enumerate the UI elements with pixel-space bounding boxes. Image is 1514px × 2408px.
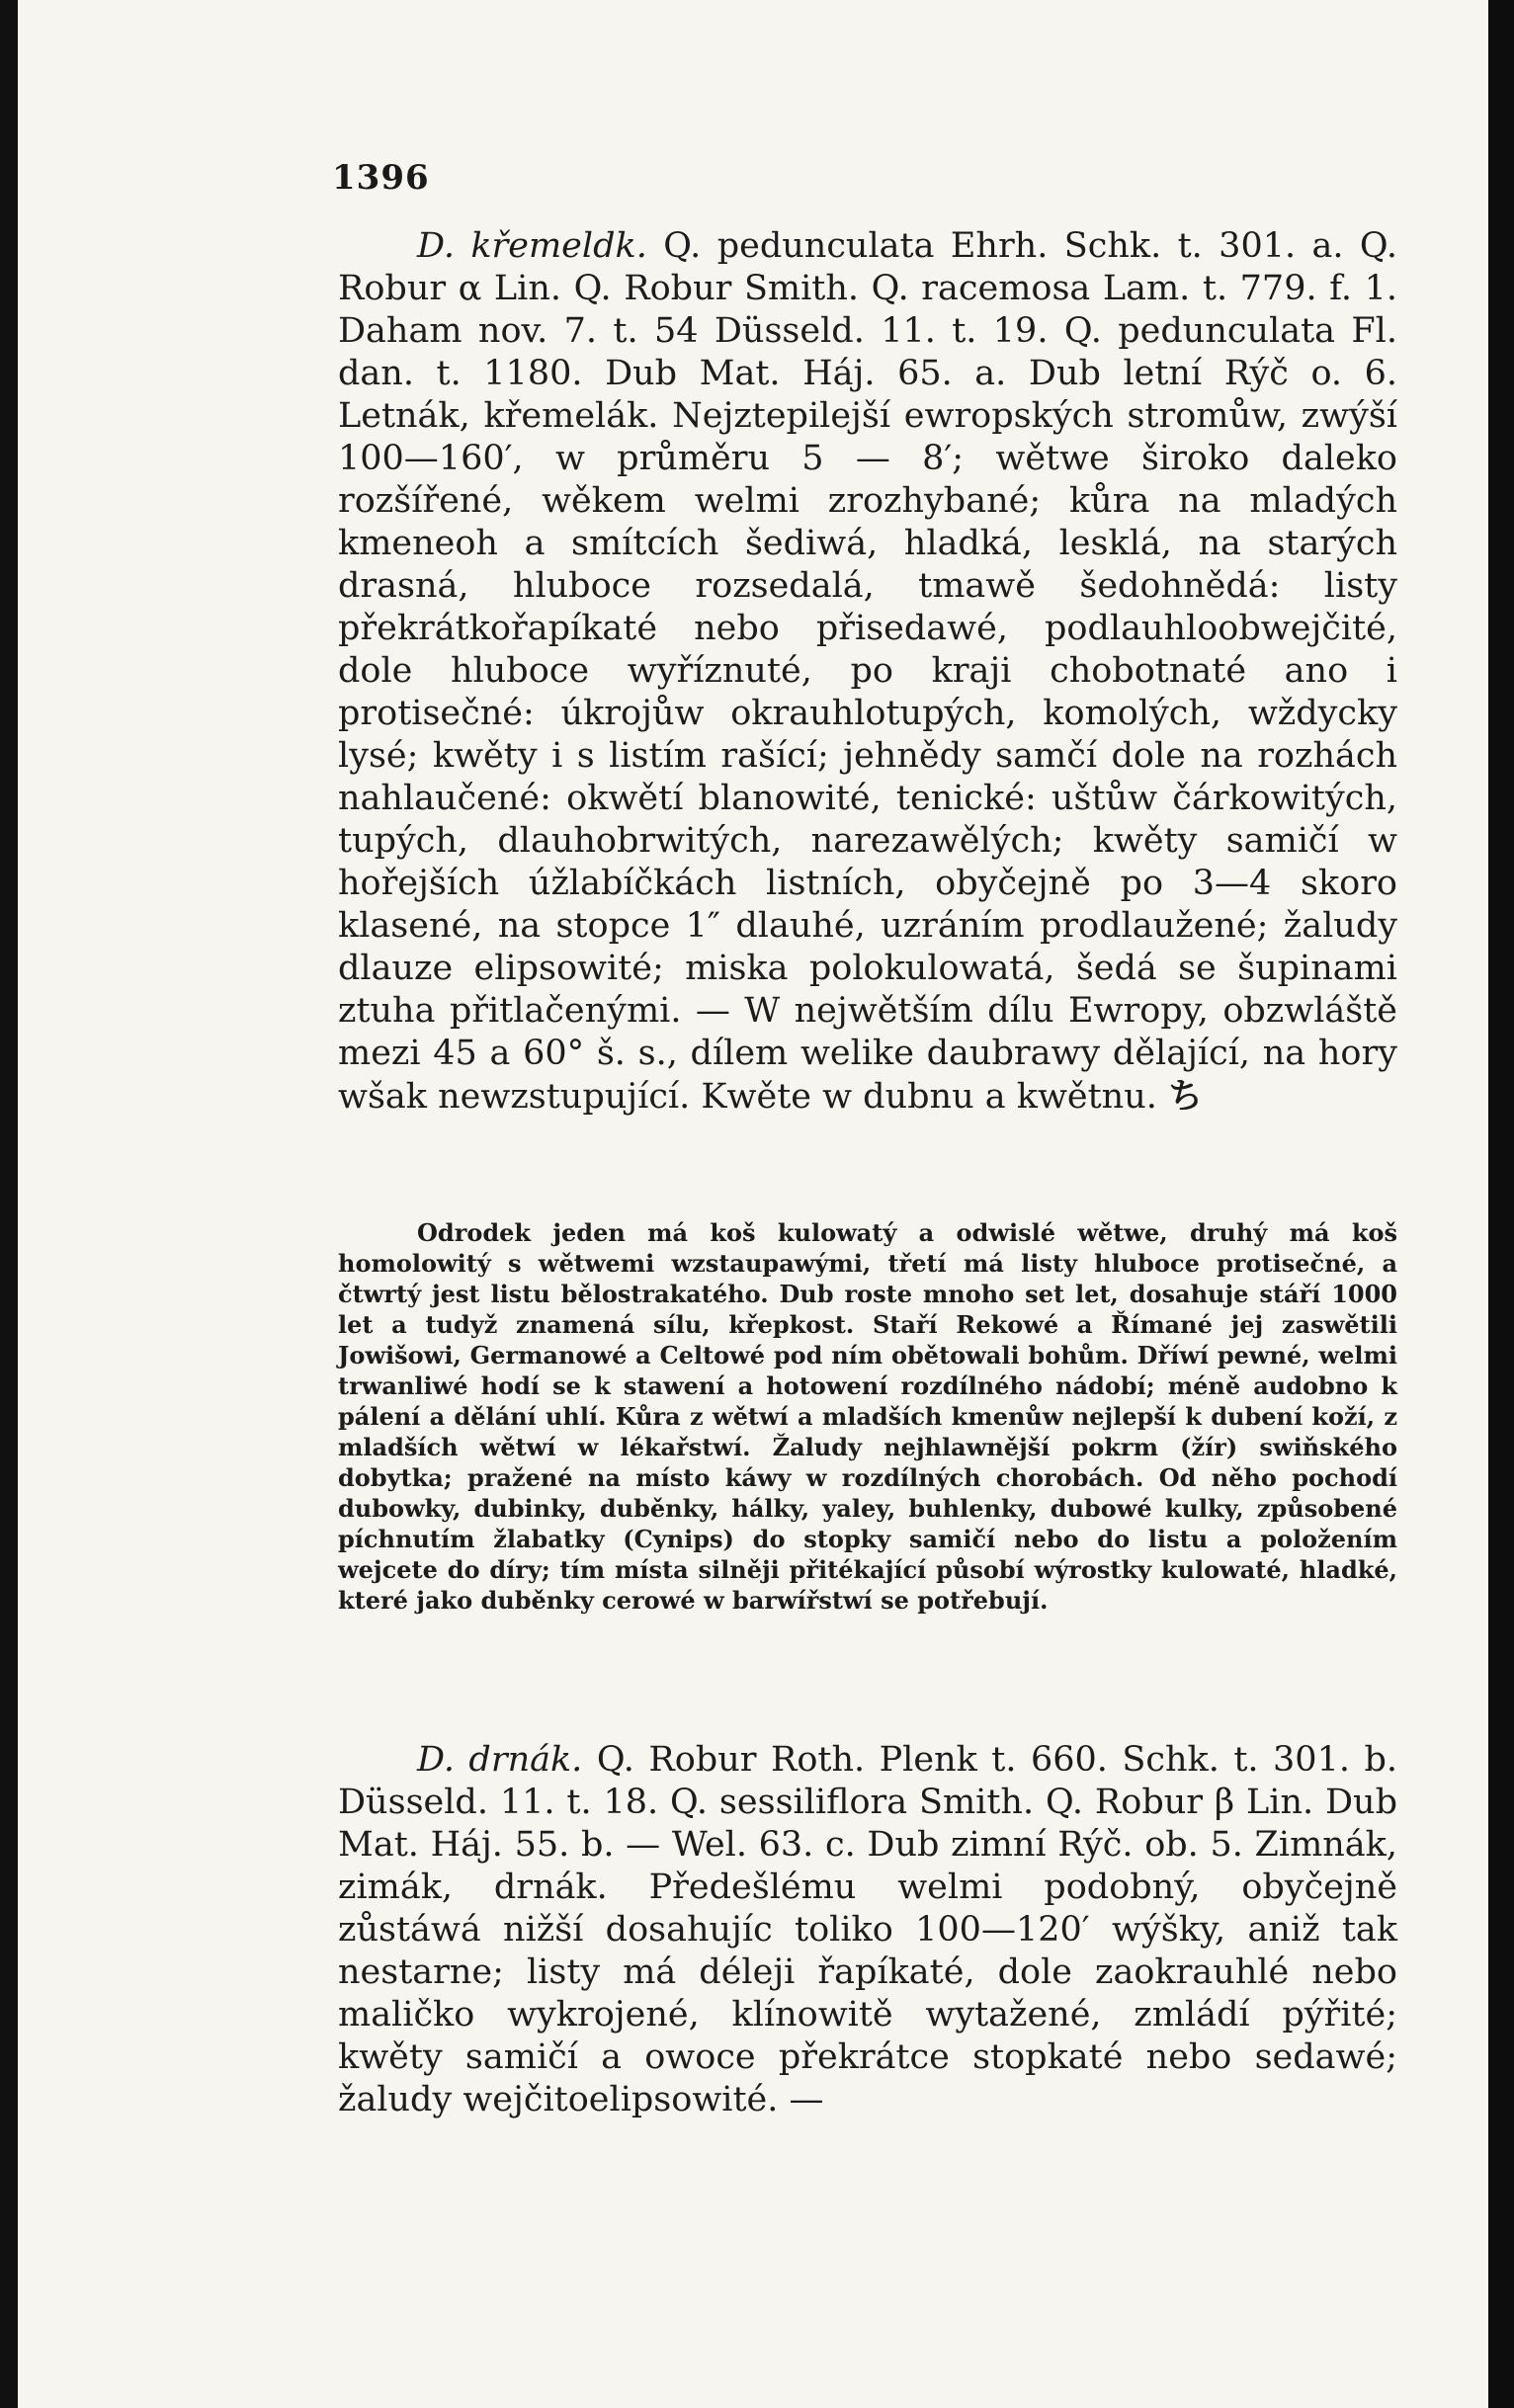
book-page — [18, 0, 1488, 2408]
entry-quercus-pedunculata — [338, 225, 1397, 1119]
book-spine-edge — [1488, 0, 1514, 2408]
entry-text: Q. pedunculata Ehrh. Schk. t. 301. a. Q. Robur α Lin. Q. Robur Smith. Q. racemosa Lam. t. 779. f. 1. Daham nov. 7. t. 54 Düsseld. 11. t. 19. Q. pedunculata Fl. dan. t. 1180. Dub Mat. Háj. 65. a. Dub letní Rýč o. 6. Letnák, křemelák. Nejztepilejší ewropských stromůw, zwýší 100—160′, w průměru 5 — 8′; wětwe široko daleko rozšířené, wěkem welmi zrozhybané; kůra na mladých kmeneoh a smítcích šediwá, hladká, lesklá, na starých drasná, hluboce rozsedalá, tmawě šedohnědá: listy překrátkořapíkaté nebo přisedawé, podlauhloobwejčité, dole hluboce wyříznuté, po kraji chobotnaté ano i protisečné: úkrojůw okrauhlotupých, komolých, wždycky lysé; kwěty i s listím rašící; jehnědy samčí dole na rozhách nahlaučené: okwětí blanowité, tenické: uštůw čárkowitých, tupých, dlauhobrwitých, narezawělých; kwěty samičí w hořejších úžlabíčkách listních, obyčejně po 3—4 skoro klasené, na stopce 1″ dlauhé, uzráním prodlaužené; žaludy dlauze elipsowité; miska polokulowatá, šedá se šupinami ztuha přitlačenými. — W nejwětším dílu Ewropy, obzwláště mezi 45 a 60° š. s., dílem welike daubrawy dělající, na hory wšak newzstupující. Kwěte w dubnu a kwětnu. — [338, 226, 1397, 1117]
perennial-symbol: ち — [1168, 1076, 1204, 1117]
entry-text: Q. Robur Roth. Plenk t. 660. Schk. t. 301. b. Düsseld. 11. t. 18. Q. sessiliflora Smith. Q. Robur β Lin. Dub Mat. Háj. 55. b. — Wel. 63. c. Dub zimní Rýč. ob. 5. Zimnák, zimák, drnák. Předešlému welmi podobný, obyčejně zůstáwá nižší dosahujíc toliko 100—120′ wýšky, aniž tak nestarne; listy má déleji řapíkaté, dole zaokrauhlé nebo maličko wykrojené, klínowitě wytažené, zmládí pýřité; kwěty samičí a owoce překrátce stopkaté nebo sedawé; žaludy wejčitoelipsowité. — — [338, 1740, 1397, 2119]
note-paragraph: Odrodek jeden má koš kulowatý a odwislé wětwe, druhý má koš homolowitý s wětwemi wzstaupawými, třetí má listy hluboce protisečné, a čtwrtý jest listu bělostrakatého. Dub roste mnoho set let, dosahuje stáří 1000 let a tudyž znamená sílu, křepkost. Staří Rekowé a Římané jej zaswětili Jowišowi, Germanowé a Celtowé pod ním obětowali bohům. Dříwí pewné, welmi trwanliwé hodí se k stawení a hotowení rozdílného nádobí; méně audobno k pálení a dělání uhlí. Kůra z wětwí a mladších kmenůw nejlepší k dubení koží, z mladších wětwí w lékařstwí. Žaludy nejhlawnější pokrm (žír) swiňského dobytka; pražené na místo káwy w rozdílných chorobách. Od něho pochodí dubowky, dubinky, duběnky, hálky, yaley, buhlenky, dubowé kulky, způsobené píchnutím žlabatky (Cynips) do stopky samičí nebo do listu a položením wejcete do díry; tím místa silněji přitékající působí wýrostky kulowaté, hladké, které jako duběnky cerowé w barwířstwí se potřebují. — [338, 1218, 1397, 1615]
entry-name: D. křemeldk. — [417, 226, 647, 266]
page-number: 1396 — [332, 158, 430, 198]
entry-quercus-robur — [338, 1739, 1397, 2121]
entry-name: D. drnák. — [417, 1740, 583, 1780]
